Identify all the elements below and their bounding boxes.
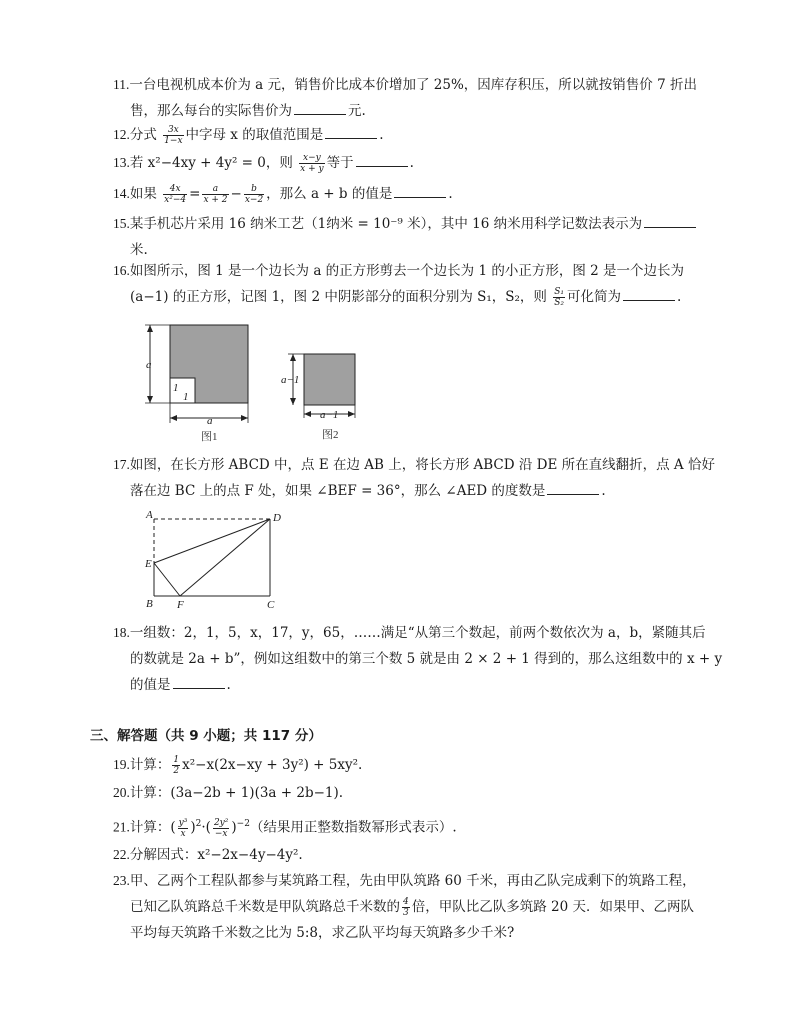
- question-16: 16.如图所示，图 1 是一个边长为 a 的正方形剪去一个边长为 1 的小正方形，图 2 是一个边长为 (a−1) 的正方形，记图 1，图 2 中阴影部分的面积分别为 S₁，S₂，则 $\frac{\text{S₁}}{\text{S₂}}$ 可化简为 .: [113, 263, 685, 308]
- question-text: 分解因式：x²−2x−4y−4y².: [129, 847, 303, 863]
- question-number: 17.: [113, 457, 130, 472]
- fraction: $\frac{a}{x + 2}$: [203, 184, 228, 205]
- question-text: 计算：: [129, 819, 171, 836]
- answer-blank[interactable]: [294, 100, 346, 115]
- question-text: 若 x²−4xy + 4y² = 0，则: [129, 155, 293, 171]
- question-number: 15.: [113, 216, 130, 231]
- figure-caption: 图1: [201, 431, 218, 443]
- fraction: $\frac{\text{S₁}}{\text{S₂}}$: [554, 287, 565, 308]
- question-number: 18.: [113, 625, 130, 640]
- figure-16: [135, 318, 375, 448]
- answer-blank[interactable]: [394, 183, 446, 198]
- answer-blank[interactable]: [644, 213, 696, 228]
- figure-2: [281, 354, 355, 441]
- point-F: F: [177, 599, 184, 611]
- question-text: 可化简为: [567, 289, 622, 305]
- question-text: 米.: [130, 242, 148, 258]
- question-22: [113, 842, 713, 868]
- fraction: $\frac{b}{x-2}$: [244, 184, 264, 205]
- question-23: [113, 868, 713, 946]
- answer-blank[interactable]: [325, 124, 377, 139]
- question-20: [113, 780, 713, 806]
- question-text: ，那么 a + b 的值是: [266, 186, 393, 202]
- question-number: 11.: [113, 77, 130, 92]
- question-17: 17.如图，在长方形 ABCD 中，点 E 在边 AB 上，将长方形 ABCD 沿 DE 所在直线翻折，点 A 恰好 落在边 BC 上的点 F 处，如果 ∠BEF = 36°，那么 ∠AED 的度数是 .: [113, 457, 715, 499]
- fraction: $\frac{x-y}{x + y}$: [300, 153, 324, 174]
- edge-EF: [154, 563, 180, 596]
- question-text: 甲、乙两个工程队都参与某筑路工程，先由甲队筑路 60 千米，再由乙队完成剩下的筑路工程，: [129, 873, 696, 889]
- fraction: $\frac{4x}{\text{x²−4}}$: [164, 184, 187, 205]
- section-heading: 三、解答题（共 9 小题；共 117 分）: [90, 728, 322, 744]
- question-text: x²−x(2x−xy + 3y²) + 5xy².: [182, 757, 363, 773]
- point-B: B: [146, 598, 153, 610]
- answer-blank[interactable]: [623, 286, 675, 301]
- question-text: 如图所示，图 1 是一个边长为 a 的正方形剪去一个边长为 1 的小正方形，图 2 是一个边长为: [129, 263, 685, 279]
- question-14: 14.如果 $\frac{4x}{\text{x²−4}}$ = $\frac{a}{x + 2}$ − $\frac{b}{x-2}$ ，那么 a + b 的值是 .: [113, 184, 453, 205]
- fraction: $\frac{1}{2}$: [173, 755, 180, 776]
- question-11: [113, 72, 713, 124]
- question-number: 16.: [113, 263, 130, 278]
- edge-ED: [154, 519, 270, 563]
- question-number: 23.: [113, 873, 130, 888]
- question-13: 13.若 x²−4xy + 4y² = 0，则 $\frac{x-y}{x + y}$ 等于 .: [113, 153, 414, 174]
- point-E: E: [145, 558, 152, 570]
- label-a-left: a: [146, 359, 152, 371]
- fraction: $\frac{3x}{1-x}$: [164, 125, 183, 146]
- question-text: 已知乙队筑路总千米数是甲队筑路总千米数的: [130, 899, 400, 915]
- label-a-minus-1-left: a−1: [281, 374, 300, 386]
- fraction: $\frac{\text{2y²}}{-x}$: [213, 817, 229, 839]
- question-18: 18.一组数：2，1，5，x，17，y，65，……满足“从第三个数起，前两个数依次为 a，b，紧随其后 的数就是 2a + b”，例如这组数中的第三个数 5 就是由 2 × 2 + 1 得到的，那么这组数中的 x + y 的值是 .: [113, 625, 723, 693]
- label-a-bottom: a: [207, 415, 213, 427]
- question-text: （结果用正整数指数幂形式表示）.: [249, 819, 457, 836]
- question-number: 21.: [113, 819, 130, 835]
- square: [304, 354, 355, 405]
- question-text: 售，那么每台的实际售价为: [130, 103, 292, 119]
- answer-blank[interactable]: [173, 674, 225, 689]
- question-number: 12.: [113, 127, 130, 142]
- question-text: 一台电视机成本价为 a 元，销售价比成本价增加了 25%，因库存积压，所以就按销售价 7 折出: [129, 77, 697, 93]
- label-a-minus-1-bottom: a−1: [320, 409, 339, 421]
- question-15: [113, 211, 713, 263]
- question-number: 20.: [113, 785, 130, 800]
- answer-blank[interactable]: [356, 152, 408, 167]
- figure-caption: 图2: [322, 429, 339, 441]
- question-number: 13.: [113, 155, 130, 170]
- figure-17: [140, 503, 290, 613]
- question-text: 计算：: [129, 757, 171, 773]
- question-text: 分式: [129, 127, 157, 143]
- question-text: 一组数：2，1，5，x，17，y，65，……满足“从第三个数起，前两个数依次为 a，b，紧随其后: [129, 625, 706, 641]
- question-12: 12.分式 $\frac{3x}{1-x}$ 中字母 x 的取值范围是 .: [113, 125, 384, 146]
- fraction: $\frac{4}{3}$: [403, 897, 409, 918]
- question-number: 14.: [113, 186, 130, 201]
- question-text: 某手机芯片采用 16 纳米工艺（1纳米 = 10⁻⁹ 米），其中 16 纳米用科学记数法表示为: [129, 216, 643, 232]
- question-text: 平均每天筑路千米数之比为 5:8，求乙队平均每天筑路多少千米?: [130, 925, 515, 941]
- question-text: 的数就是 2a + b”，例如这组数中的第三个数 5 就是由 2 × 2 + 1 得到的，那么这组数中的 x + y: [130, 651, 723, 667]
- point-C: C: [267, 599, 275, 611]
- edge-FD: [180, 519, 270, 596]
- question-text: 如图，在长方形 ABCD 中，点 E 在边 AB 上，将长方形 ABCD 沿 DE 所在直线翻折，点 A 恰好: [129, 457, 715, 473]
- label-1: 1: [173, 382, 179, 394]
- question-text: 如果: [129, 186, 157, 202]
- point-A: A: [146, 509, 153, 521]
- question-text: 元.: [348, 103, 366, 119]
- question-text: 等于: [326, 155, 354, 171]
- fraction: $\frac{\text{y³}}{x}$: [178, 817, 188, 839]
- label-1: 1: [183, 391, 189, 403]
- question-text: 计算：(3a−2b + 1)(3a + 2b−1).: [129, 785, 344, 801]
- question-text: 倍，甲队比乙队多筑路 20 天．如果甲、乙两队: [411, 899, 694, 915]
- figure-1: [145, 325, 248, 443]
- point-D: D: [273, 512, 281, 524]
- question-text: 的值是: [130, 677, 171, 693]
- question-19: [113, 752, 713, 778]
- question-number: 19.: [113, 757, 130, 772]
- question-text: 中字母 x 的取值范围是: [185, 127, 324, 143]
- question-text: (a−1) 的正方形，记图 1，图 2 中阴影部分的面积分别为 S₁，S₂，则: [130, 289, 547, 305]
- answer-blank[interactable]: [547, 480, 599, 495]
- question-21: 21.计算：( $\frac{\text{y³}}{x}$ )$^2$·( $\frac{\text{2y²}}{-x}$ )$^{-2}$（结果用正整数指数幂形式表示）.: [113, 817, 457, 839]
- question-number: 22.: [113, 847, 130, 862]
- question-text: 落在边 BC 上的点 F 处，如果 ∠BEF = 36°，那么 ∠AED 的度数是: [130, 483, 546, 499]
